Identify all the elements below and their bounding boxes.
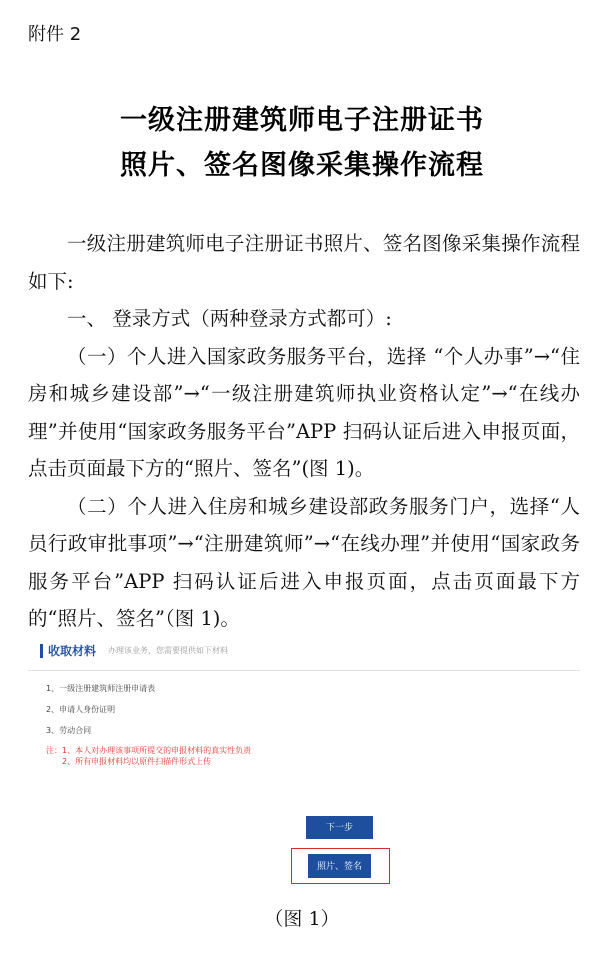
attachment-label: 附件 2 [28, 24, 82, 45]
body-text [28, 225, 580, 638]
material-item: 1、一级注册建筑师注册申请表 [46, 684, 156, 693]
figure-screenshot [28, 636, 580, 898]
figure-caption: （图 1） [264, 908, 340, 930]
note-line: 2、所有申报材料均以原件扫描件形式上传 [62, 757, 212, 766]
method-one-paragraph: （一）个人进入国家政务服务平台，选择 “个人办事”→“住房和城乡建设部”→“一级注册建筑师执业资格认定”→“在线办理”并使用“国家政务服务平台”APP 扫码认证后进入申报页面，点击页面最下方的“照片、签名”(图 1)。 [28, 344, 580, 480]
materials-subtitle: 办理该业务，您需要提供如下材料 [108, 646, 228, 655]
document-title-line-1: 一级注册建筑师电子注册证书 [120, 105, 484, 136]
header-accent-bar [40, 644, 43, 658]
material-item: 3、劳动合同 [46, 726, 92, 735]
materials-title: 收取材料 [48, 644, 97, 658]
photo-signature-button[interactable]: 照片、签名 [308, 854, 371, 878]
next-step-button[interactable]: 下一步 [306, 816, 373, 839]
document-title-line-2: 照片、签名图像采集操作流程 [120, 150, 484, 181]
method-two-paragraph: （二）个人进入住房和城乡建设部政务服务门户，选择“人员行政审批事项”→“注册建筑师”→“在线办理”并使用“国家政务服务平台”APP 扫码认证后进入申报页面，点击页面最下方的“照片、签名”（图 1)。 [28, 494, 580, 630]
materials-header [28, 636, 580, 671]
section-heading-login: 一、 登录方式（两种登录方式都可）: [67, 307, 392, 330]
note-line: 注：1、本人对办理该事项所提交的申报材料的真实性负责 [46, 746, 252, 755]
material-item: 2、申请人身份证明 [46, 705, 116, 714]
intro-paragraph: 一级注册建筑师电子注册证书照片、签名图像采集操作流程如下: [28, 232, 580, 293]
